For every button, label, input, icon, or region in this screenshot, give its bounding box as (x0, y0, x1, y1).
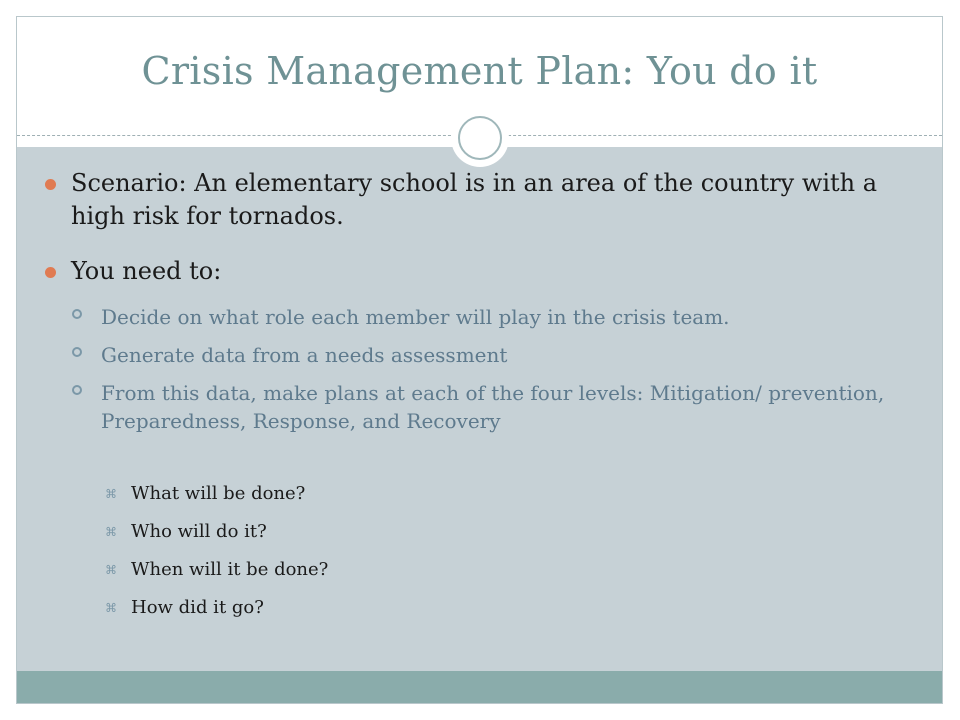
sub-bullet-item (101, 379, 891, 435)
hollow-circle-bullet-icon (72, 309, 82, 319)
hollow-circle-bullet-icon (72, 385, 82, 395)
quad-arrow-bullet-icon: ⌘ (105, 525, 117, 539)
sub-sub-bullet-item (105, 481, 831, 507)
footer-bar (17, 671, 942, 704)
hollow-circle-bullet-icon (72, 347, 82, 357)
sub-bullet-item (101, 341, 891, 369)
sub-sub-bullet-text: What will be done? (131, 483, 306, 504)
slide-title: Crisis Management Plan: You do it (141, 49, 818, 93)
bullet-text: You need to: (71, 257, 222, 285)
bullet-icon (45, 267, 56, 278)
bullet-item (71, 255, 901, 288)
sub-bullet-text: From this data, make plans at each of the four levels: Mitigation/ prevention, Preparedness, Response, and Recovery (101, 381, 885, 433)
sub-sub-bullet-item (105, 557, 831, 583)
bullet-item (71, 167, 901, 233)
ring-ornament-icon (451, 109, 509, 167)
quad-arrow-bullet-icon: ⌘ (105, 563, 117, 577)
sub-sub-bullet-item (105, 519, 831, 545)
sub-sub-bullet-text: Who will do it? (131, 521, 267, 542)
sub-bullet-item (101, 303, 891, 331)
bullet-text: Scenario: An elementary school is in an area of the country with a high risk for tornados. (71, 169, 878, 230)
sub-sub-bullet-text: How did it go? (131, 597, 264, 618)
quad-arrow-bullet-icon: ⌘ (105, 487, 117, 501)
slide (16, 16, 943, 704)
sub-sub-bullet-item (105, 595, 831, 621)
sub-sub-bullet-text: When will it be done? (131, 559, 329, 580)
sub-bullet-text: Generate data from a needs assessment (101, 343, 508, 367)
quad-arrow-bullet-icon: ⌘ (105, 601, 117, 615)
bullet-icon (45, 179, 56, 190)
sub-bullet-text: Decide on what role each member will play in the crisis team. (101, 305, 730, 329)
